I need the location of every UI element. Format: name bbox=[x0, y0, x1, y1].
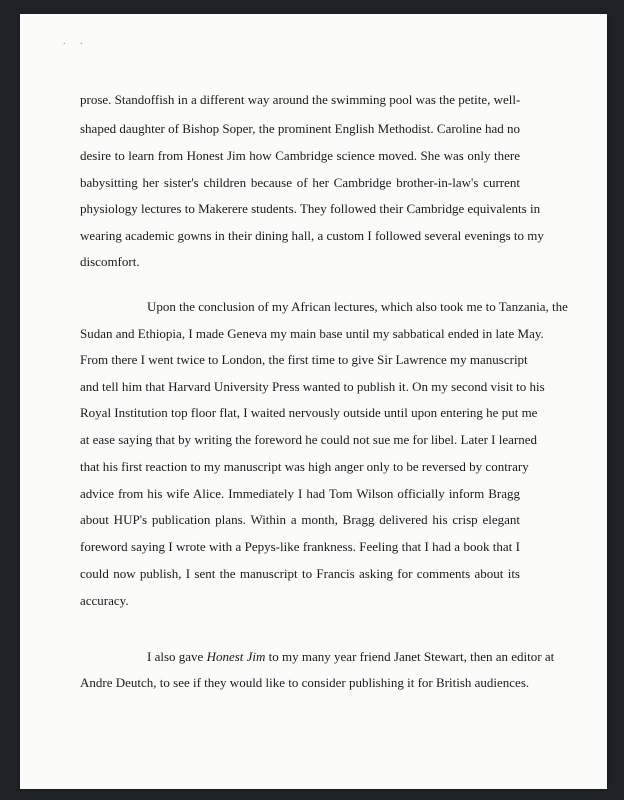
paragraph3-line: Andre Deutch, to see if they would like to consider publishing it for British audiences. bbox=[80, 675, 530, 690]
paragraph2-line: Royal Institution top floor flat, I waited nervously outside until upon entering he put me bbox=[80, 405, 538, 420]
paragraph2-line: about HUP's publication plans. Within a month, Bragg delivered his crisp elegant bbox=[80, 512, 520, 527]
paragraph1-line: physiology lectures to Makerere students. They followed their Cambridge equivalents in bbox=[80, 201, 541, 216]
paragraph2-line: foreword saying I wrote with a Pepys-like frankness. Feeling that I had a book that I bbox=[80, 539, 520, 554]
paragraph2-line: Upon the conclusion of my African lectures, which also took me to Tanzania, the bbox=[147, 299, 568, 314]
paragraph3-text: to my many year friend Janet Stewart, then an editor at bbox=[265, 649, 555, 664]
paragraph1-line: shaped daughter of Bishop Soper, the prominent English Methodist. Caroline had no bbox=[80, 121, 520, 136]
paragraph2-line: Sudan and Ethiopia, I made Geneva my main base until my sabbatical ended in late May. bbox=[80, 326, 544, 341]
book-title: Honest Jim bbox=[206, 649, 266, 664]
paragraph1-line: discomfort. bbox=[80, 254, 140, 269]
paragraph2-line: From there I went twice to London, the first time to give Sir Lawrence my manuscript bbox=[80, 352, 528, 367]
paragraph2-line: advice from his wife Alice. Immediately I had Tom Wilson officially inform Bragg bbox=[80, 486, 520, 501]
paragraph2-line: accuracy. bbox=[80, 593, 129, 608]
paragraph3-line bbox=[147, 649, 555, 665]
paragraph2-line: at ease saying that by writing the foreword he could not sue me for libel. Later I learned bbox=[80, 432, 538, 447]
paragraph2-line: that his first reaction to my manuscript was high anger only to be reversed by contrary bbox=[80, 459, 529, 474]
paragraph1-line: desire to learn from Honest Jim how Cambridge science moved. She was only there bbox=[80, 148, 520, 163]
paragraph1-line: wearing academic gowns in their dining hall, a custom I followed several evenings to my bbox=[80, 228, 544, 243]
paragraph2-line: and tell him that Harvard University Press wanted to publish it. On my second visit to his bbox=[80, 379, 545, 394]
corner-mark: . . bbox=[63, 36, 89, 47]
paragraph2-line: could now publish, I sent the manuscript to Francis asking for comments about its bbox=[80, 566, 520, 581]
paragraph3-text: I also gave bbox=[147, 649, 207, 664]
paragraph1-line: prose. Standoffish in a different way around the swimming pool was the petite, well- bbox=[80, 92, 521, 107]
paragraph1-line: babysitting her sister's children because of her Cambridge brother-in-law's current bbox=[80, 175, 520, 190]
